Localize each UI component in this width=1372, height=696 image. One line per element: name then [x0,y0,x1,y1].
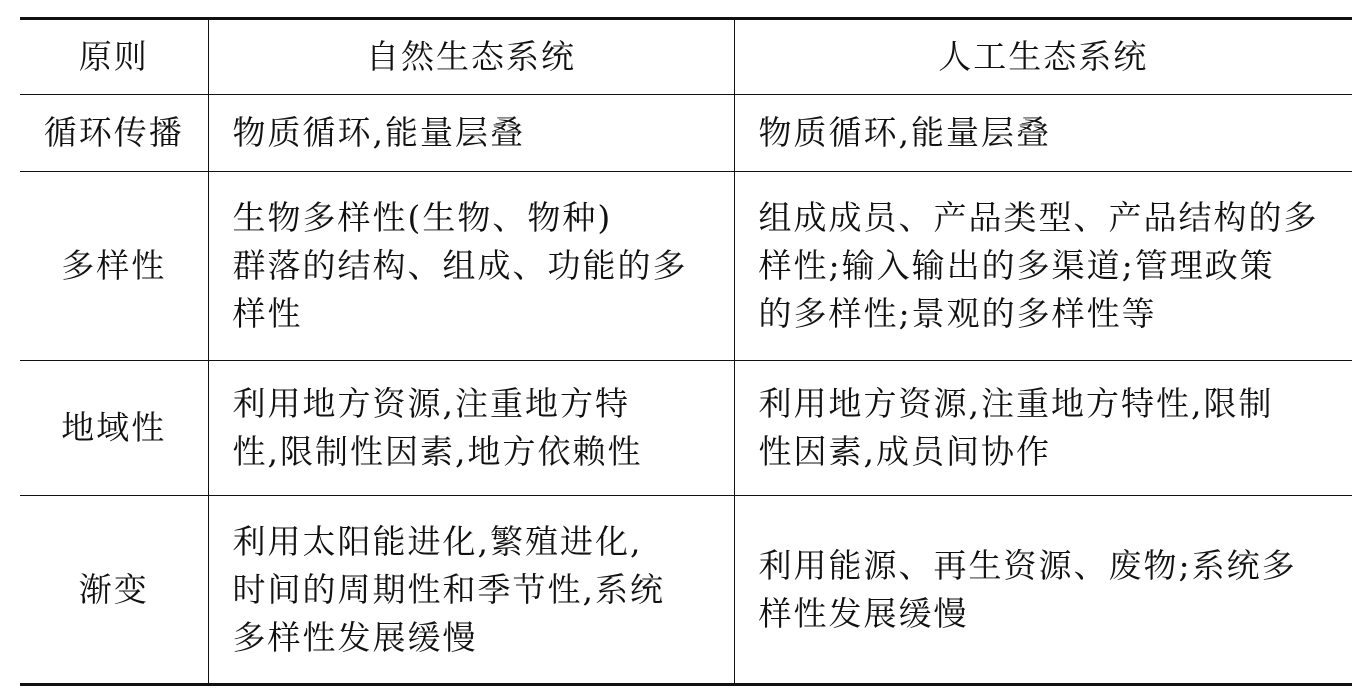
artificial-cell [734,361,1352,496]
cell-line: 时间的周期性和季节性,系统 [232,569,665,609]
header-artificial-ecosystem: 人工生态系统 [734,19,1352,95]
cell-line: 物质循环,能量层叠 [232,113,525,152]
table-row [20,496,1352,685]
natural-cell [208,496,734,685]
principle-cell: 循环传播 [20,95,208,172]
cell-line: 多样性发展缓慢 [232,617,478,657]
cell-line: 利用太阳能进化,繁殖进化, [232,521,643,561]
artificial-cell [734,172,1352,361]
natural-cell [208,95,734,172]
cell-line: 的多样性;景观的多样性等 [758,294,1157,333]
comparison-table-container [20,17,1352,686]
header-natural-ecosystem: 自然生态系统 [208,19,734,95]
table-header-row [20,19,1352,95]
cell-line: 性,限制性因素,地方依赖性 [232,432,643,471]
cell-line: 物质循环,能量层叠 [758,113,1051,152]
cell-line: 性因素,成员间协作 [758,432,1051,471]
cell-line: 生物多样性(生物、物种) [232,198,613,237]
cell-line: 样性发展缓慢 [758,593,969,633]
artificial-cell [734,95,1352,172]
cell-line: 利用地方资源,注重地方特 [232,384,630,423]
cell-line: 群落的结构、组成、功能的多 [232,246,688,285]
principle-cell: 多样性 [20,172,208,361]
cell-line: 样性;输入输出的多渠道;管理政策 [758,246,1275,285]
table-row [20,95,1352,172]
principle-cell: 渐变 [20,496,208,685]
natural-cell [208,172,734,361]
cell-line: 利用地方资源,注重地方特性,限制 [758,384,1274,423]
principle-cell: 地域性 [20,361,208,496]
comparison-table [20,17,1352,686]
header-principle: 原则 [20,19,208,95]
table-row [20,172,1352,361]
artificial-cell [734,496,1352,685]
cell-line: 样性 [232,294,303,333]
cell-line: 利用能源、再生资源、废物;系统多 [758,545,1297,585]
cell-line: 组成成员、产品类型、产品结构的多 [758,198,1319,237]
table-row [20,361,1352,496]
natural-cell [208,361,734,496]
